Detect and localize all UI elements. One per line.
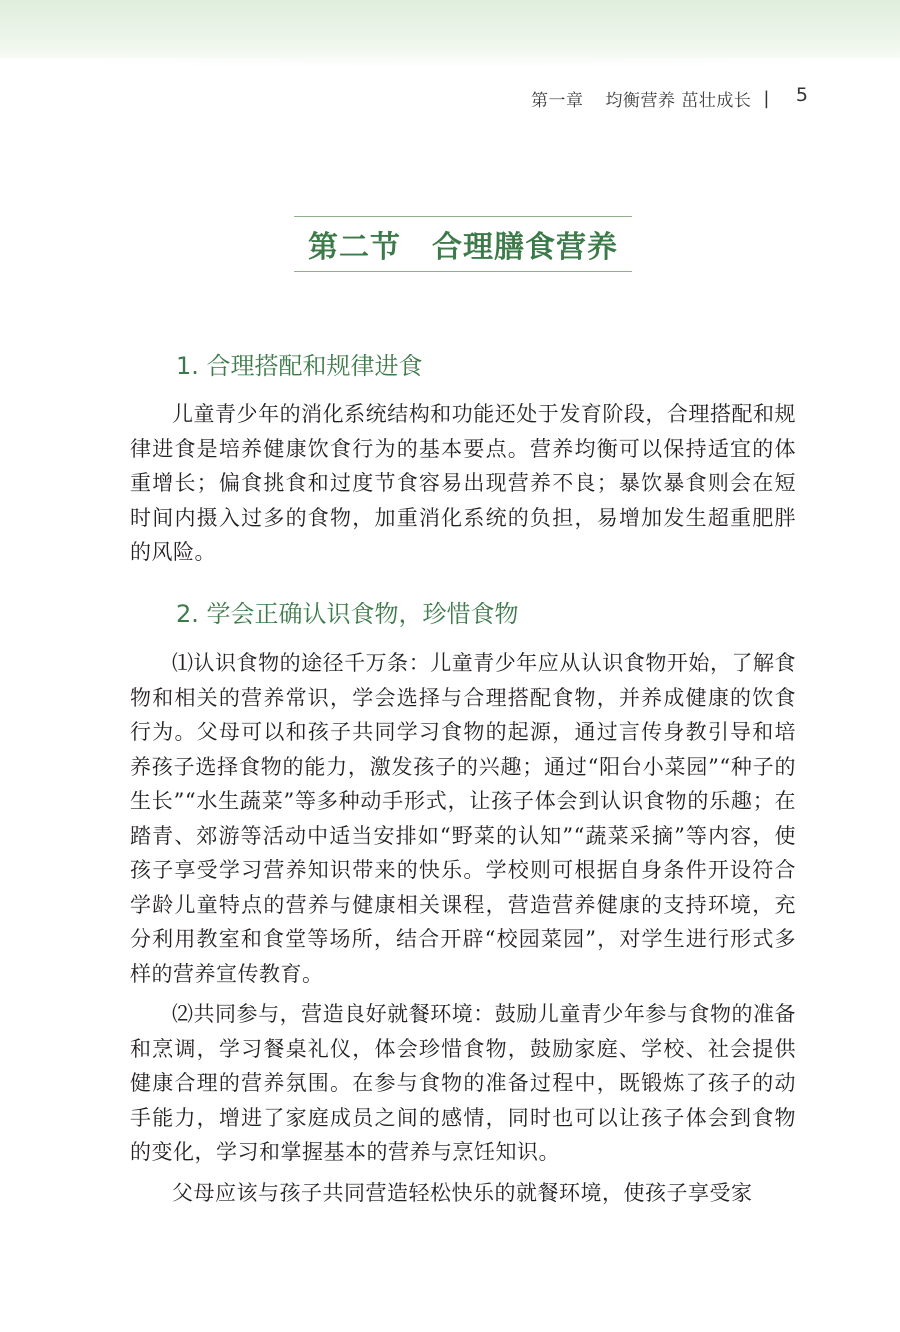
top-decorative-band	[0, 0, 900, 72]
running-head-chapter: 第一章	[531, 91, 584, 111]
running-head-title: 均衡营养 茁壮成长	[605, 91, 752, 111]
paragraph-2: ⑴认识食物的途径千万条：儿童青少年应从认识食物开始，了解食物和相关的营养常识，学会选择与合理搭配食物，并养成健康的饮食行为。父母可以和孩子共同学习食物的起源，通过言传身教引导和培养孩子选择食物的能力，激发孩子的兴趣；通过“阳台小菜园”“种子的生长”“水生蔬菜”等多种动手形式，让孩子体会到认识食物的乐趣；在踏青、郊游等活动中适当安排如“野菜的认知”“蔬菜采摘”等内容，使孩子享受学习营养知识带来的快乐。学校则可根据自身条件开设符合学龄儿童特点的营养与健康相关课程，营造营养健康的支持环境，充分利用教室和食堂等场所，结合开辟“校园菜园”，对学生进行形式多样的营养宣传教育。	[130, 651, 796, 986]
section-title: 第二节 合理膳食营养	[308, 230, 618, 265]
running-head-separator: |	[763, 88, 770, 109]
heading-2: 2. 学会正确认识食物，珍惜食物	[176, 600, 519, 628]
heading-1: 1. 合理搭配和规律进食	[176, 352, 423, 380]
paragraph-1: 儿童青少年的消化系统结构和功能还处于发育阶段，合理搭配和规律进食是培养健康饮食行为的基本要点。营养均衡可以保持适宜的体重增长；偏食挑食和过度节食容易出现营养不良；暴饮暴食则会在短时间内摄入过多的食物，加重消化系统的负担，易增加发生超重肥胖的风险。	[130, 402, 796, 564]
running-head	[531, 86, 782, 111]
page-number: 5	[795, 84, 808, 106]
paragraph-3: ⑵共同参与，营造良好就餐环境：鼓励儿童青少年参与食物的准备和烹调，学习餐桌礼仪，体会珍惜食物，鼓励家庭、学校、社会提供健康合理的营养氛围。在参与食物的准备过程中，既锻炼了孩子的动手能力，增进了家庭成员之间的感情，同时也可以让孩子体会到食物的变化，学习和掌握基本的营养与烹饪知识。	[130, 1002, 796, 1164]
paragraph-4: 父母应该与孩子共同营造轻松快乐的就餐环境，使孩子享受家	[172, 1181, 753, 1205]
section-title-box	[294, 216, 632, 272]
